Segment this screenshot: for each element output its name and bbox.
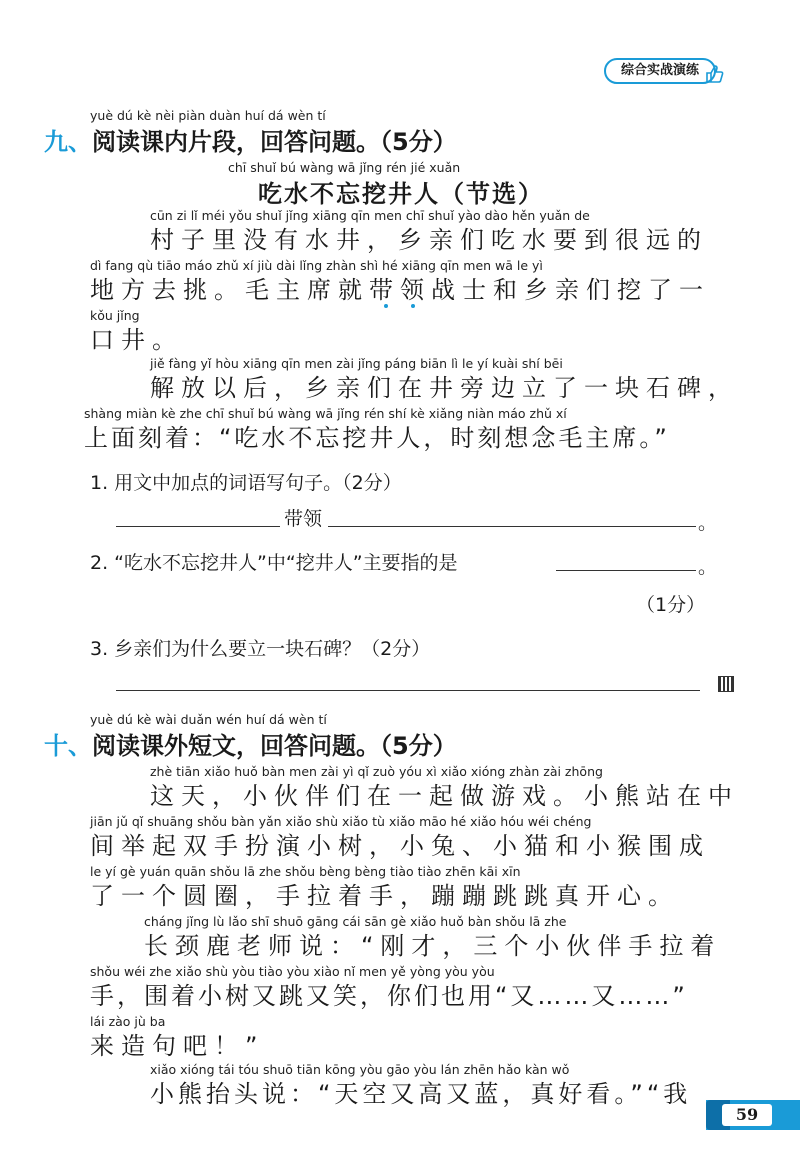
passage-pinyin: jiě fàng yǐ hòu xiāng qīn men zài jǐng páng biān lì le yí kuài shí bēi (150, 356, 563, 371)
page-number: 59 (722, 1104, 772, 1126)
emphasis-dot (411, 304, 415, 308)
story-pinyin: jiān jǔ qǐ shuāng shǒu bàn yǎn xiǎo shù xiǎo tù xiǎo māo hé xiǎo hóu wéi chéng (90, 814, 592, 829)
article-title-pinyin: chī shuǐ bú wàng wā jǐng rén jié xuǎn (228, 160, 461, 175)
section-badge: 综合实战演练 (604, 58, 716, 84)
article-title: 吃水不忘挖井人（节选） (258, 180, 544, 208)
q2-score: （1分） (636, 594, 706, 616)
section10-heading (44, 726, 457, 761)
story-line: 这天，小伙伴们在一起做游戏。小熊站在中 (150, 782, 739, 810)
q1-word: 带领 (284, 508, 323, 530)
question-1: 1. 用文中加点的词语写句子。（2分） (90, 472, 402, 494)
q1-period: 。 (698, 512, 718, 534)
question-2: 2. “吃水不忘挖井人”中“挖井人”主要指的是 (90, 552, 458, 574)
q2-period: 。 (698, 556, 718, 578)
story-line: 手，围着小树又跳又笑，你们也用“又……又……” (90, 982, 688, 1010)
answer-blank[interactable] (116, 690, 700, 691)
answer-blank[interactable] (556, 570, 696, 571)
story-pinyin: xiǎo xióng tái tóu shuō tiān kōng yòu gāo yòu lán zhēn hǎo kàn wǒ (150, 1062, 570, 1077)
section10-number: 十、 (44, 732, 92, 760)
story-line: 来造句吧！” (90, 1032, 265, 1060)
passage-pinyin: shàng miàn kè zhe chī shuǐ bú wàng wā jǐng rén shí kè xiǎng niàn máo zhǔ xí (84, 406, 567, 421)
story-line: 小熊抬头说：“天空又高又蓝，真好看。”“我 (150, 1080, 692, 1108)
answer-blank[interactable] (116, 526, 280, 527)
passage-line: 村子里没有水井，乡亲们吃水要到很远的 (150, 226, 708, 254)
section9-title-pinyin: yuè dú kè nèi piàn duàn huí dá wèn tí (90, 108, 326, 123)
passage-line: 上面刻着：“吃水不忘挖井人，时刻想念毛主席。” (84, 424, 670, 452)
emphasis-dot (384, 304, 388, 308)
story-line: 了一个圆圈，手拉着手，蹦蹦跳跳真开心。 (90, 882, 679, 910)
passage-line: 口井。 (90, 326, 183, 354)
section10-title-pinyin: yuè dú kè wài duǎn wén huí dá wèn tí (90, 712, 327, 727)
story-pinyin: zhè tiān xiǎo huǒ bàn men zài yì qǐ zuò yóu xì xiǎo xióng zhàn zài zhōng (150, 764, 603, 779)
answer-blank[interactable] (328, 526, 696, 527)
passage-line: 地方去挑。毛主席就带领战士和乡亲们挖了一 (90, 276, 710, 304)
qr-code-icon (718, 676, 734, 692)
section9-number: 九、 (44, 128, 92, 156)
section9-heading (44, 122, 457, 157)
story-pinyin: lái zào jù ba (90, 1014, 166, 1029)
story-line: 长颈鹿老师说：“刚才，三个小伙伴手拉着 (144, 932, 722, 960)
passage-line: 解放以后，乡亲们在井旁边立了一块石碑， (150, 374, 739, 402)
story-line: 间举起双手扮演小树，小兔、小猫和小猴围成 (90, 832, 710, 860)
story-pinyin: cháng jǐng lù lǎo shī shuō gāng cái sān gè xiǎo huǒ bàn shǒu lā zhe (144, 914, 567, 929)
passage-pinyin: kǒu jǐng (90, 308, 140, 323)
section10-title: 阅读课外短文，回答问题。（5分） (92, 732, 457, 760)
passage-pinyin: cūn zi lǐ méi yǒu shuǐ jǐng xiāng qīn men chī shuǐ yào dào hěn yuǎn de (150, 208, 590, 223)
story-pinyin: shǒu wéi zhe xiǎo shù yòu tiào yòu xiào nǐ men yě yòng yòu yòu (90, 964, 495, 979)
thumbs-up-icon (704, 64, 724, 84)
section9-title: 阅读课内片段，回答问题。（5分） (92, 128, 457, 156)
passage-pinyin: dì fang qù tiāo máo zhǔ xí jiù dài lǐng zhàn shì hé xiāng qīn men wā le yì (90, 258, 543, 273)
story-pinyin: le yí gè yuán quān shǒu lā zhe shǒu bèng bèng tiào tiào zhēn kāi xīn (90, 864, 521, 879)
question-3: 3. 乡亲们为什么要立一块石碑？（2分） (90, 638, 431, 660)
